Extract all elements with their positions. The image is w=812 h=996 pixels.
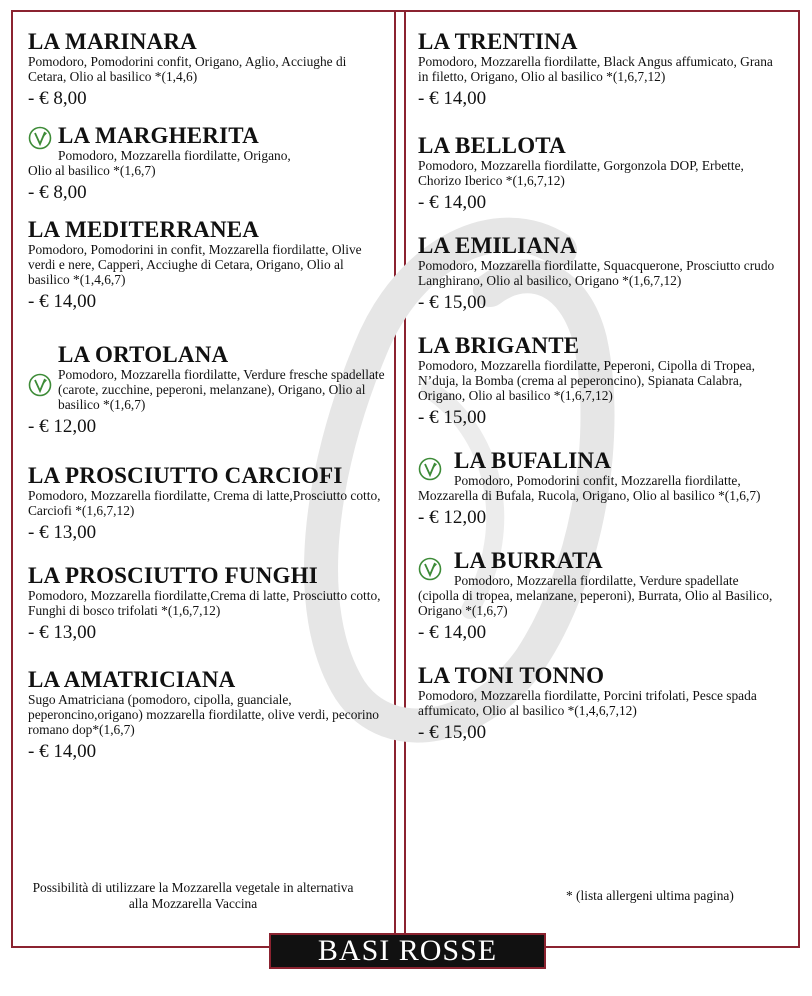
menu-item bbox=[28, 668, 386, 763]
vegetarian-leaf-icon bbox=[28, 126, 52, 150]
item-ingredients: Pomodoro, Mozzarella fiordilatte, Origano, bbox=[58, 148, 291, 163]
item-price: - € 12,00 bbox=[418, 507, 487, 528]
item-price: - € 13,00 bbox=[28, 622, 97, 643]
menu-item bbox=[418, 134, 778, 214]
item-ingredients: Pomodoro, Mozzarella fiordilatte, Crema di latte,Prosciutto cotto, Carciofi *(1,6,7,12) bbox=[28, 488, 381, 518]
item-ingredients: Pomodoro, Pomodorini confit, Origano, Aglio, Acciughe di Cetara, Olio al basilico *(1,4,6) bbox=[28, 54, 347, 84]
menu-item bbox=[418, 549, 778, 644]
item-price: - € 15,00 bbox=[418, 292, 487, 313]
menu-item bbox=[28, 218, 386, 313]
item-name: LA BUFALINA bbox=[454, 448, 612, 473]
item-name: LA MEDITERRANEA bbox=[28, 217, 260, 242]
item-price: - € 12,00 bbox=[28, 416, 97, 437]
item-price: - € 14,00 bbox=[418, 622, 487, 643]
item-name: LA BRIGANTE bbox=[418, 333, 580, 358]
menu-item bbox=[418, 234, 778, 314]
item-price: - € 15,00 bbox=[418, 407, 487, 428]
column-divider-right-line bbox=[404, 10, 406, 948]
item-ingredients: Sugo Amatriciana (pomodoro, cipolla, guanciale, peperoncino,origano) mozzarella fiordilatte, olive verdi, pecorino romano dop*(1,6,7) bbox=[28, 692, 379, 737]
menu-item bbox=[28, 343, 386, 438]
item-name: LA TONI TONNO bbox=[418, 663, 605, 688]
item-ingredients: Pomodoro, Pomodorini confit, Mozzarella fiordilatte, Mozzarella di Bufala, Rucola, Origano, Olio al basilico *(1,6,7) bbox=[418, 473, 761, 503]
item-ingredients: Pomodoro, Pomodorini in confit, Mozzarella fiordilatte, Olive verdi e nere, Capperi, Acciughe di Cetara, Origano, Olio al basilico *(1,4,6,7) bbox=[28, 242, 362, 287]
vegetarian-leaf-icon bbox=[418, 457, 442, 481]
menu-item bbox=[418, 449, 778, 529]
item-ingredients: Pomodoro, Mozzarella fiordilatte, Verdure fresche spadellate (carote, zucchine, peperoni, melanzane), Origano, Olio al basilico *(1,6,7) bbox=[58, 367, 385, 412]
menu-item bbox=[28, 464, 386, 544]
vegan-mozzarella-note: Possibilità di utilizzare la Mozzarella vegetale in alternativa alla Mozzarella Vaccina bbox=[32, 880, 354, 911]
item-ingredients-continued: Olio al basilico *(1,6,7) bbox=[28, 163, 156, 178]
item-price: - € 8,00 bbox=[28, 182, 87, 203]
item-price: - € 14,00 bbox=[418, 192, 487, 213]
item-price: - € 14,00 bbox=[418, 88, 487, 109]
column-divider-left-line bbox=[394, 10, 396, 948]
item-price: - € 15,00 bbox=[418, 722, 487, 743]
item-name: LA PROSCIUTTO FUNGHI bbox=[28, 563, 318, 588]
menu-item bbox=[418, 664, 778, 744]
item-name: LA MARGHERITA bbox=[58, 123, 259, 148]
menu-item bbox=[418, 334, 778, 429]
vegetarian-leaf-icon bbox=[28, 373, 52, 397]
right-column bbox=[418, 30, 778, 760]
allergen-note: * (lista allergeni ultima pagina) bbox=[566, 888, 734, 903]
item-name: LA EMILIANA bbox=[418, 233, 577, 258]
item-name: LA MARINARA bbox=[28, 29, 197, 54]
item-name: LA PROSCIUTTO CARCIOFI bbox=[28, 463, 343, 488]
item-price: - € 14,00 bbox=[28, 741, 97, 762]
item-name: LA AMATRICIANA bbox=[28, 667, 236, 692]
item-price: - € 13,00 bbox=[28, 522, 97, 543]
vegetarian-leaf-icon bbox=[418, 557, 442, 581]
item-name: LA TRENTINA bbox=[418, 29, 578, 54]
item-ingredients: Pomodoro, Mozzarella fiordilatte, Black Angus affumicato, Grana in filetto, Origano, Olio al basilico *(1,6,7,12) bbox=[418, 54, 773, 84]
menu-item bbox=[28, 124, 386, 204]
item-ingredients: Pomodoro, Mozzarella fiordilatte, Peperoni, Cipolla di Tropea, N’duja, la Bomba (crema al peperoncino), Spianata Calabra, Origano, Olio al basilico *(1,6,7,12) bbox=[418, 358, 755, 403]
menu-item bbox=[28, 564, 386, 644]
item-ingredients: Pomodoro, Mozzarella fiordilatte, Porcini trifolati, Pesce spada affumicato, Olio al basilico *(1,4,6,7,12) bbox=[418, 688, 757, 718]
item-ingredients: Pomodoro, Mozzarella fiordilatte, Gorgonzola DOP, Erbette, Chorizo Iberico *(1,6,7,12) bbox=[418, 158, 744, 188]
item-price: - € 14,00 bbox=[28, 291, 97, 312]
section-label-text: BASI ROSSE bbox=[317, 934, 498, 967]
item-ingredients: Pomodoro, Mozzarella fiordilatte, Verdure spadellate (cipolla di tropea, melanzane, peperoni), Burrata, Olio al Basilico, Origano *(1,6,7) bbox=[418, 573, 773, 618]
item-name: LA BURRATA bbox=[454, 548, 603, 573]
item-ingredients: Pomodoro, Mozzarella fiordilatte, Squacquerone, Prosciutto crudo Langhirano, Olio al basilico, Origano *(1,6,7,12) bbox=[418, 258, 775, 288]
item-ingredients: Pomodoro, Mozzarella fiordilatte,Crema di latte, Prosciutto cotto, Funghi di bosco trifolati *(1,6,7,12) bbox=[28, 588, 381, 618]
section-label bbox=[269, 933, 546, 969]
item-price: - € 8,00 bbox=[28, 88, 87, 109]
item-name: LA BELLOTA bbox=[418, 133, 566, 158]
menu-item bbox=[28, 30, 386, 110]
left-column bbox=[28, 30, 386, 779]
menu-item bbox=[418, 30, 778, 110]
item-name: LA ORTOLANA bbox=[58, 342, 229, 367]
